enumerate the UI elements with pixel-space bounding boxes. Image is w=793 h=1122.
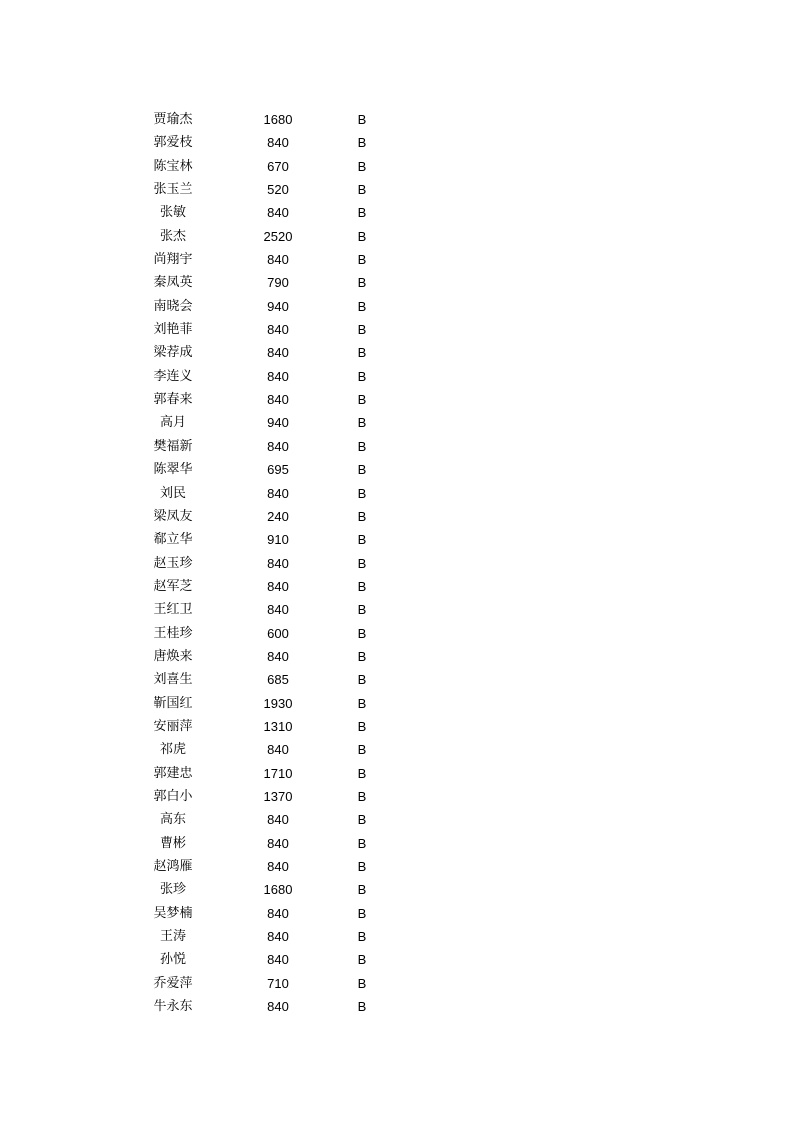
name-cell: 秦凤英 — [153, 275, 193, 291]
grade-cell: B — [357, 322, 367, 338]
grade-cell: B — [357, 788, 367, 804]
table-row — [0, 271, 793, 294]
grade-cell: B — [357, 205, 367, 221]
amount-cell: 840 — [267, 929, 289, 945]
grade-cell: B — [357, 648, 367, 664]
table-row — [0, 598, 793, 621]
amount-cell: 790 — [267, 275, 289, 291]
name-cell: 郭爱枝 — [153, 135, 193, 151]
amount-cell: 910 — [267, 532, 289, 548]
grade-cell: B — [357, 882, 367, 898]
name-cell: 唐焕来 — [153, 648, 193, 664]
name-cell: 乔爱萍 — [153, 975, 193, 991]
grade-cell: B — [357, 252, 367, 268]
name-cell: 郭建忠 — [153, 765, 193, 781]
amount-cell: 840 — [267, 368, 289, 384]
table-row — [0, 645, 793, 668]
grade-cell: B — [357, 578, 367, 594]
table-row — [0, 808, 793, 831]
table-row — [0, 131, 793, 154]
table-row — [0, 622, 793, 645]
name-cell: 刘喜生 — [153, 672, 193, 688]
name-cell: 赵鸿雁 — [153, 859, 193, 874]
table-row — [0, 692, 793, 715]
name-cell: 刘艳菲 — [153, 322, 193, 338]
name-cell: 赵玉珍 — [153, 555, 193, 571]
table-row — [0, 995, 793, 1018]
grade-cell: B — [357, 415, 367, 431]
amount-cell: 670 — [267, 158, 289, 174]
grade-cell: B — [357, 462, 367, 478]
table-row — [0, 785, 793, 808]
name-cell: 靳国红 — [153, 695, 193, 711]
amount-cell: 840 — [267, 602, 289, 618]
grade-cell: B — [357, 952, 367, 968]
name-cell: 李连义 — [153, 368, 193, 384]
grade-cell: B — [357, 508, 367, 524]
amount-cell: 940 — [267, 415, 289, 431]
amount-cell: 840 — [267, 999, 289, 1015]
amount-cell: 840 — [267, 485, 289, 501]
grade-cell: B — [357, 602, 367, 618]
grade-cell: B — [357, 368, 367, 384]
amount-cell: 840 — [267, 835, 289, 851]
amount-cell: 1310 — [263, 718, 293, 734]
amount-cell: 840 — [267, 205, 289, 221]
table-row — [0, 972, 793, 995]
name-cell: 王红卫 — [153, 602, 193, 618]
table-row — [0, 388, 793, 411]
name-cell: 贾瑜杰 — [153, 112, 193, 127]
table-row — [0, 715, 793, 738]
table-row — [0, 108, 793, 131]
name-cell: 梁凤友 — [153, 508, 193, 524]
amount-cell: 840 — [267, 438, 289, 454]
grade-cell: B — [357, 228, 367, 244]
amount-cell: 2520 — [263, 228, 293, 244]
grade-cell: B — [357, 625, 367, 641]
amount-cell: 710 — [267, 975, 289, 991]
grade-cell: B — [357, 929, 367, 945]
grade-cell: B — [357, 275, 367, 291]
table-row — [0, 505, 793, 528]
table-row — [0, 552, 793, 575]
amount-cell: 840 — [267, 345, 289, 361]
grade-cell: B — [357, 182, 367, 198]
amount-cell: 1680 — [263, 882, 293, 898]
amount-cell: 685 — [267, 672, 289, 688]
name-cell: 尚翔宇 — [153, 252, 193, 268]
amount-cell: 840 — [267, 322, 289, 338]
amount-cell: 840 — [267, 812, 289, 828]
grade-cell: B — [357, 695, 367, 711]
grade-cell: B — [357, 112, 367, 127]
grade-cell: B — [357, 555, 367, 571]
table-row — [0, 201, 793, 224]
table-row — [0, 948, 793, 971]
grade-cell: B — [357, 742, 367, 758]
grade-cell: B — [357, 485, 367, 501]
name-cell: 南晓会 — [153, 298, 193, 314]
name-cell: 梁荐成 — [153, 345, 193, 361]
grade-cell: B — [357, 835, 367, 851]
name-cell: 吴梦楠 — [153, 905, 193, 921]
grade-cell: B — [357, 135, 367, 151]
table-row — [0, 482, 793, 505]
grade-cell: B — [357, 999, 367, 1015]
grade-cell: B — [357, 345, 367, 361]
table-row — [0, 575, 793, 598]
name-cell: 郭春来 — [153, 392, 193, 408]
table-row — [0, 318, 793, 341]
table-row — [0, 155, 793, 178]
table-row — [0, 925, 793, 948]
table-row — [0, 365, 793, 388]
table-row — [0, 248, 793, 271]
table-row — [0, 458, 793, 481]
name-cell: 张玉兰 — [153, 182, 193, 198]
amount-cell: 840 — [267, 859, 289, 874]
amount-cell: 600 — [267, 625, 289, 641]
amount-cell: 840 — [267, 742, 289, 758]
amount-cell: 1370 — [263, 788, 293, 804]
name-cell: 赵军芝 — [153, 578, 193, 594]
name-cell: 郗立华 — [153, 532, 193, 548]
amount-cell: 840 — [267, 252, 289, 268]
name-cell: 张杰 — [159, 228, 186, 244]
amount-cell: 1710 — [263, 765, 293, 781]
table-row — [0, 411, 793, 434]
grade-cell: B — [357, 812, 367, 828]
name-cell: 安丽萍 — [153, 718, 193, 734]
amount-cell: 520 — [267, 182, 289, 198]
name-cell: 祁虎 — [159, 742, 186, 758]
grade-cell: B — [357, 905, 367, 921]
amount-cell: 240 — [267, 508, 289, 524]
name-cell: 张珍 — [159, 882, 186, 898]
amount-cell: 840 — [267, 648, 289, 664]
name-cell: 陈翠华 — [153, 462, 193, 478]
grade-cell: B — [357, 765, 367, 781]
grade-cell: B — [357, 975, 367, 991]
table-row — [0, 902, 793, 925]
table-row — [0, 668, 793, 691]
name-cell: 孙悦 — [159, 952, 186, 968]
grade-cell: B — [357, 438, 367, 454]
amount-cell: 840 — [267, 392, 289, 408]
table-row — [0, 762, 793, 785]
grade-cell: B — [357, 718, 367, 734]
grade-cell: B — [357, 672, 367, 688]
name-cell: 刘民 — [159, 485, 186, 501]
roster-table — [0, 108, 793, 1018]
name-cell: 牛永东 — [153, 999, 193, 1015]
amount-cell: 840 — [267, 135, 289, 151]
grade-cell: B — [357, 298, 367, 314]
name-cell: 张敏 — [159, 205, 186, 221]
table-row — [0, 225, 793, 248]
name-cell: 王涛 — [159, 929, 186, 945]
grade-cell: B — [357, 532, 367, 548]
amount-cell: 1930 — [263, 695, 293, 711]
table-row — [0, 528, 793, 551]
grade-cell: B — [357, 158, 367, 174]
grade-cell: B — [357, 859, 367, 874]
grade-cell: B — [357, 392, 367, 408]
name-cell: 樊福新 — [153, 438, 193, 454]
name-cell: 陈宝林 — [153, 158, 193, 174]
table-row — [0, 878, 793, 901]
amount-cell: 840 — [267, 555, 289, 571]
table-row — [0, 832, 793, 855]
name-cell: 曹彬 — [159, 835, 186, 851]
table-row — [0, 855, 793, 878]
amount-cell: 695 — [267, 462, 289, 478]
table-row — [0, 178, 793, 201]
name-cell: 郭白小 — [153, 788, 193, 804]
amount-cell: 840 — [267, 952, 289, 968]
table-row — [0, 738, 793, 761]
name-cell: 高东 — [159, 812, 186, 828]
amount-cell: 840 — [267, 905, 289, 921]
table-row — [0, 435, 793, 458]
amount-cell: 1680 — [263, 112, 293, 127]
name-cell: 高月 — [159, 415, 186, 431]
amount-cell: 840 — [267, 578, 289, 594]
table-row — [0, 341, 793, 364]
table-row — [0, 295, 793, 318]
amount-cell: 940 — [267, 298, 289, 314]
name-cell: 王桂珍 — [153, 625, 193, 641]
